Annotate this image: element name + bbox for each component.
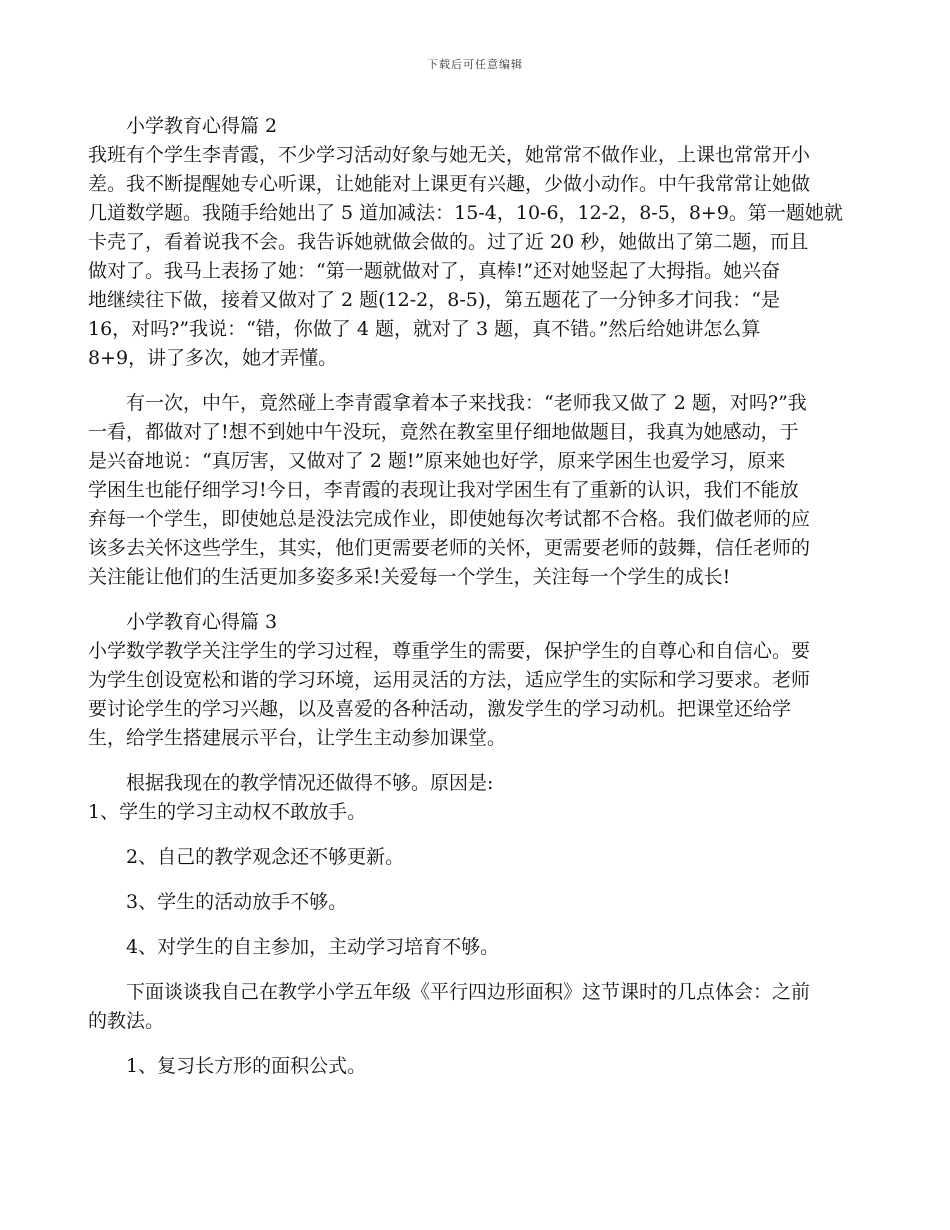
text-line: 卡壳了，看着说我不会。我告诉她就做会做的。过了近 20 秒，她做出了第二题，而且 <box>88 231 809 253</box>
text-line: 1、学生的学习主动权不敢放手。 <box>88 801 367 823</box>
text-line: 要讨论学生的学习兴趣，以及喜爱的各种活动，激发学生的学习动机。把课堂还给学 <box>88 698 792 720</box>
text-line: 小学数学教学关注学生的学习过程，尊重学生的需要，保护学生的自尊心和自信心。要 <box>88 640 811 662</box>
text-line: 1、复习长方形的面积公式。 <box>126 1055 367 1077</box>
text-line: 做对了。我马上表扬了她：“第一题就做对了，真棒!”还对她竖起了大拇指。她兴奋 <box>88 260 781 282</box>
text-line: 学困生也能仔细学习!今日，李青霞的表现让我对学困生有了重新的认识，我们不能放 <box>88 479 799 501</box>
text-line: 4、对学生的自主参加，主动学习培育不够。 <box>126 936 500 958</box>
document-body <box>88 112 864 1081</box>
paragraph-gap <box>88 827 864 843</box>
text-line: 根据我现在的教学情况还做得不够。原因是: <box>126 772 494 794</box>
text-line: 几道数学题。我随手给她出了 5 道加减法：15-4，10-6，12-2，8-5，8+9。第一题她就 <box>88 202 843 224</box>
text-line: 小学教育心得篇 2 <box>126 115 278 137</box>
text-line: 弃每一个学生，即使她总是没法完成作业，即使她每次考试都不合格。我们做老师的应 <box>88 508 811 530</box>
text-line: 的教法。 <box>88 1010 165 1032</box>
text-line: 我班有个学生李青霞，不少学习活动好象与她无关，她常常不做作业，上课也常常开小 <box>88 144 811 166</box>
text-line: 为学生创设宽松和谐的学习环境，运用灵活的方法，适应学生的实际和学习要求。老师 <box>88 669 811 691</box>
text-line: 差。我不断提醒她专心听课，让她能对上课更有兴趣，少做小动作。中午我常常让她做 <box>88 173 811 195</box>
paragraph-gap <box>88 373 864 389</box>
text-line: 该多去关怀这些学生，其实，他们更需要老师的关怀，更需要老师的鼓舞，信任老师的 <box>88 537 811 559</box>
text-line: 生，给学生搭建展示平台，让学生主动参加课堂。 <box>88 727 507 749</box>
text-line: 8+9，讲了多次，她才弄懂。 <box>88 347 338 369</box>
paragraph-gap <box>88 1036 864 1052</box>
text-line: 3、学生的活动放手不够。 <box>126 891 348 913</box>
text-line: 16，对吗?”我说：“错，你做了 4 题，就对了 3 题，真不错。”然后给她讲怎么算 <box>88 318 761 340</box>
paragraph-gap <box>88 917 864 933</box>
paragraph-gap <box>88 753 864 769</box>
text-line: 2、自己的教学观念还不够更新。 <box>126 846 405 868</box>
paragraph-gap <box>88 592 864 608</box>
text-line: 下面谈谈我自己在教学小学五年级《平行四边形面积》这节课时的几点体会：之前 <box>126 981 811 1003</box>
paragraph-gap <box>88 962 864 978</box>
text-line: 小学教育心得篇 3 <box>126 611 278 633</box>
text-line: 地继续往下做，接着又做对了 2 题(12-2，8-5)，第五题花了一分钟多才问我：“是 <box>88 289 780 311</box>
text-line: 有一次，中午，竟然碰上李青霞拿着本子来找我：“老师我又做了 2 题，对吗?”我 <box>126 392 807 414</box>
text-line: 关注能让他们的生活更加多姿多采!关爱每一个学生，关注每一个学生的成长! <box>88 566 731 588</box>
page-header-note: 下载后可任意编辑 <box>427 58 523 71</box>
text-line: 一看，都做对了!想不到她中午没玩，竟然在教室里仔细地做题目，我真为她感动，于 <box>88 421 799 443</box>
text-line: 是兴奋地说：“真厉害，又做对了 2 题!”原来她也好学，原来学困生也爱学习，原来 <box>88 450 786 472</box>
paragraph-gap <box>88 872 864 888</box>
